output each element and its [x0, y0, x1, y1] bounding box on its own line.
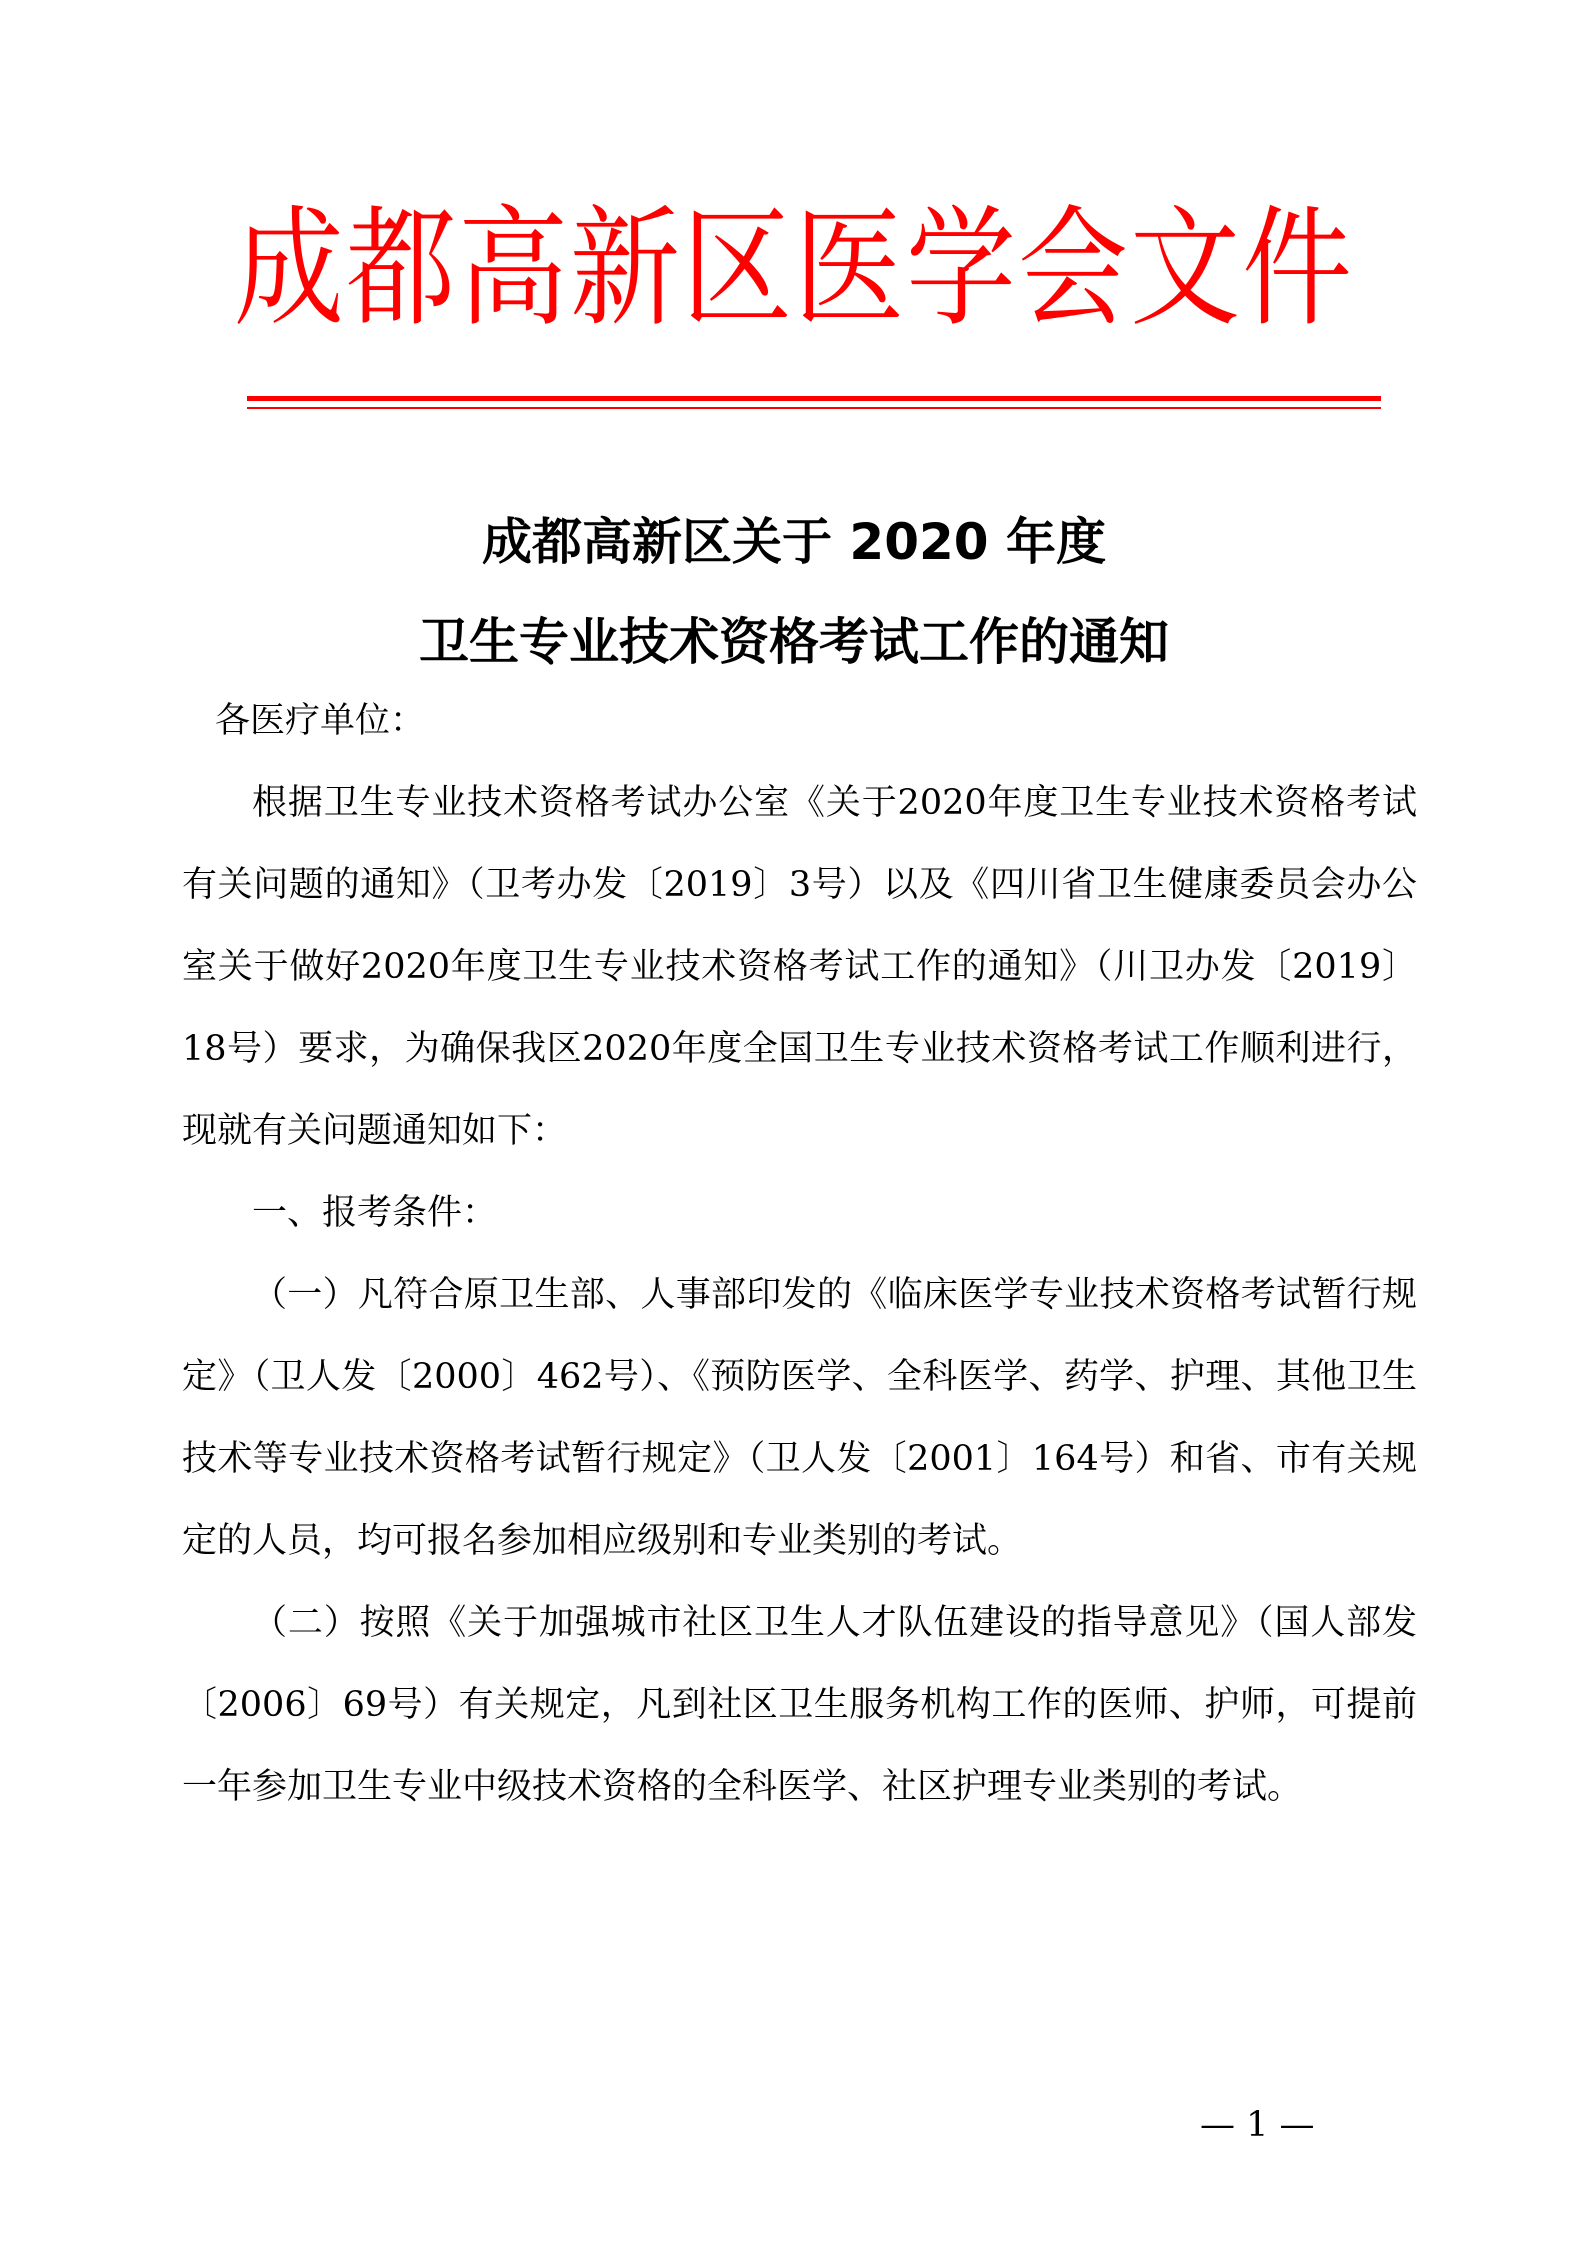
- letterhead-rule-thin: [247, 407, 1381, 409]
- notice-title-line1: 成都高新区关于 2020 年度: [482, 513, 1106, 571]
- notice-title-line2: 卫生专业技术资格考试工作的通知: [419, 613, 1169, 671]
- notice-body: [182, 762, 1417, 1828]
- section-heading-eligibility: 一、报考条件：: [252, 1193, 498, 1233]
- paragraph-condition-2: （二）按照《关于加强城市社区卫生人才队伍建设的指导意见》（国人部发〔2006〕69号）有关规定，凡到社区卫生服务机构工作的医师、护师，可提前一年参加卫生专业中级技术资格的全科医学、社区护理专业类别的考试。: [182, 1603, 1417, 1807]
- page-number: — 1 —: [1200, 2105, 1315, 2145]
- paragraph-condition-1: （一）凡符合原卫生部、人事部印发的《临床医学专业技术资格考试暂行规定》（卫人发〔2000〕462号）、《预防医学、全科医学、药学、护理、其他卫生技术等专业技术资格考试暂行规定》（卫人发〔2001〕164号）和省、市有关规定的人员，均可报名参加相应级别和专业类别的考试。: [182, 1275, 1417, 1561]
- paragraph-intro: 根据卫生专业技术资格考试办公室《关于2020年度卫生专业技术资格考试有关问题的通知》（卫考办发〔2019〕3号）以及《四川省卫生健康委员会办公室关于做好2020年度卫生专业技术资格考试工作的通知》（川卫办发〔2019〕18号）要求，为确保我区2020年度全国卫生专业技术资格考试工作顺利进行，现就有关问题通知如下：: [182, 783, 1417, 1151]
- salutation: 各医疗单位：: [215, 701, 426, 741]
- letterhead-rule-thick: [247, 396, 1381, 401]
- letterhead-title: 成都高新区医学会文件: [234, 192, 1354, 345]
